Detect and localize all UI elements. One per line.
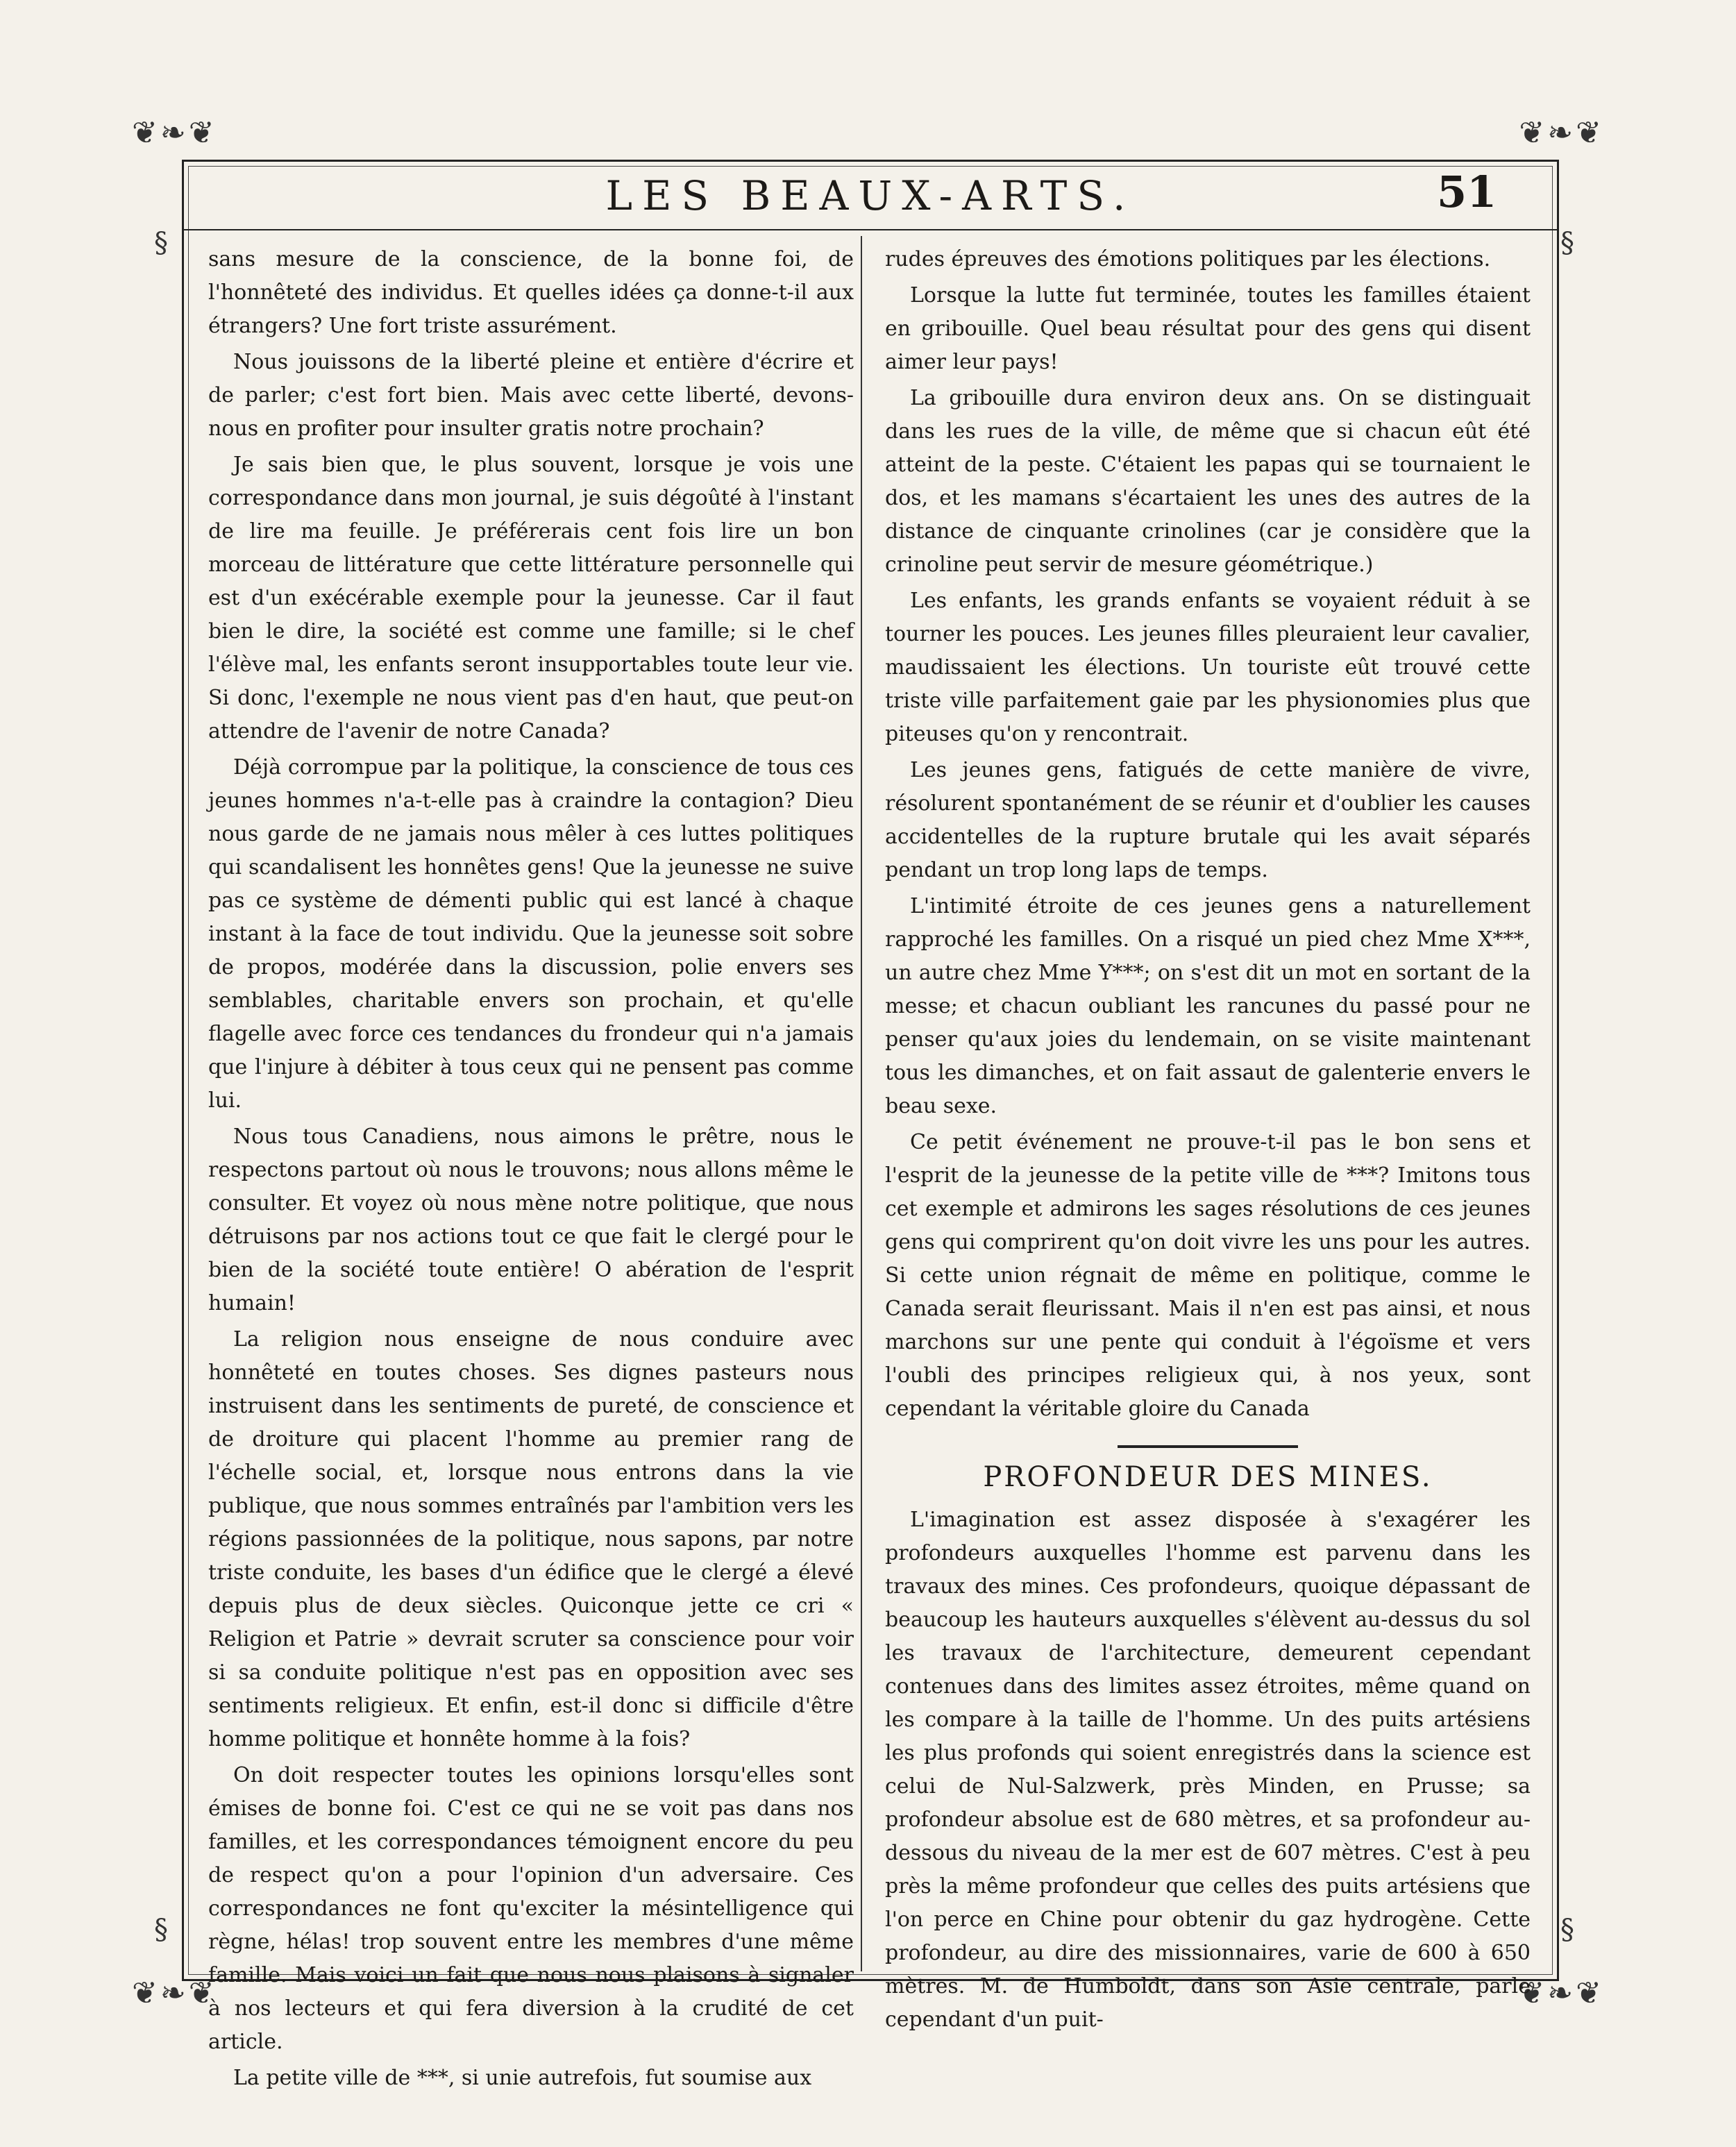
- paragraph: Ce petit événement ne prouve-t-il pas le bon sens et l'esprit de la jeunesse de la petite ville de ***? Imitons tous cet exemple et admirons les sages résolutions de ces jeunes gens qui comprirent qu'on doit vivre les uns pour les autres. Si cette union régnait de même en politique, comme le Canada serait fleurissant. Mais il n'en est pas ainsi, et nous marchons sur une pente qui conduit à l'égoïsme et vers l'oubli des principes religieux qui, à nos yeux, sont cependant la véritable gloire du Canada: [885, 1130, 1531, 1421]
- section-separator: [1118, 1445, 1298, 1448]
- paragraph: La gribouille dura environ deux ans. On se distinguait dans les rues de la ville, de même que si chacun eût été atteint de la peste. C'étaient les papas qui se tournaient le dos, et les mamans s'écartaient les unes des autres de la distance de cinquante crinolines (car je considère que la crinoline peut servir de mesure géométrique.): [885, 386, 1531, 577]
- side-ornament-left-bottom: §: [154, 1914, 168, 1946]
- section-title: PROFONDEUR DES MINES.: [983, 1461, 1433, 1493]
- paragraph: Nous tous Canadiens, nous aimons le prêtre, nous le respectons partout où nous le trouvons; nous allons même le consulter. Et voyez où nous mène notre politique, que nous détruisons par nos actions tout ce que fait le clergé pour le bien de la société toute entière! O abération de l'esprit humain!: [208, 1125, 854, 1315]
- paragraph: rudes épreuves des émotions politiques par les élections.: [885, 247, 1491, 271]
- paragraph: La petite ville de ***, si unie autrefois, fut soumise aux: [233, 2066, 812, 2090]
- paragraph: On doit respecter toutes les opinions lorsqu'elles sont émises de bonne foi. C'est ce qui ne se voit pas dans nos familles, et les correspondances témoignent encore du peu de respect qu'on a pour l'opinion d'un adversaire. Ces correspondances ne font qu'exciter la mésintelligence qui règne, hélas! trop souvent entre les membres d'une même famille. Mais voici un fait que nous nous plaisons à signaler à nos lecteurs et qui fera diversion à la crudité de cet article.: [208, 1763, 854, 2054]
- paragraph: L'intimité étroite de ces jeunes gens a naturellement rapproché les familles. On a risqué un pied chez Mme X***, un autre chez Mme Y***; on s'est dit un mot en sortant de la messe; et chacun oubliant les rancunes du passé pour ne penser qu'aux joies du lendemain, on se visite maintenant tous les dimanches, et on fait assaut de galenterie envers le beau sexe.: [885, 894, 1531, 1118]
- page-number: 51: [1437, 167, 1497, 217]
- paragraph: La religion nous enseigne de nous conduire avec honnêteté en toutes choses. Ses dignes pasteurs nous instruisent dans les sentiments de pureté, de conscience et de droiture qui placent l'homme au premier rang de l'échelle social, et, lorsque nous entrons dans la vie publique, que nous sommes entraînés par l'ambition vers les régions passionnées de la politique, nous sapons, par notre triste conduite, les bases d'un édifice que le clergé a élevé depuis plus de deux siècles. Quiconque jette ce cri « Religion et Patrie » devrait scruter sa conscience pour voir si sa conduite politique n'est pas en opposition avec ses sentiments religieux. Et enfin, est-il donc si difficile d'être homme politique et honnête homme à la fois?: [208, 1327, 854, 1751]
- right-column: [885, 243, 1531, 2039]
- side-ornament-right-top: §: [1560, 227, 1574, 259]
- corner-ornament-top-left: ❦❧❦: [132, 115, 217, 151]
- paragraph: Lorsque la lutte fut terminée, toutes les familles étaient en gribouille. Quel beau résultat pour des gens qui disent aimer leur pays!: [885, 283, 1531, 374]
- paragraph: Déjà corrompue par la politique, la conscience de tous ces jeunes hommes n'a-t-elle pas à craindre la contagion? Dieu nous garde de ne jamais nous mêler à ces luttes politiques qui scandalisent les honnêtes gens! Que la jeunesse ne suive pas ce système de démenti public qui est lancé à chaque instant à la face de tout individu. Que la jeunesse soit sobre de propos, modérée dans la discussion, polie envers ses semblables, charitable envers son prochain, et qu'elle flagelle avec force ces tendances du frondeur qui n'a jamais que l'injure à débiter à tous ceux qui ne pensent pas comme lui.: [208, 755, 854, 1113]
- paragraph: Les jeunes gens, fatigués de cette manière de vivre, résolurent spontanément de se réunir et d'oublier les causes accidentelles de la rupture brutale qui les avait séparés pendant un trop long laps de temps.: [885, 758, 1531, 882]
- paragraph: sans mesure de la conscience, de la bonne foi, de l'honnêteté des individus. Et quelles idées ça donne-t-il aux étrangers? Une fort triste assurément.: [208, 247, 854, 338]
- paragraph: Les enfants, les grands enfants se voyaient réduit à se tourner les pouces. Les jeunes filles pleuraient leur cavalier, maudissaient les élections. Un touriste eût trouvé cette triste ville parfaitement gaie par les physionomies plus que piteuses qu'on y rencontrait.: [885, 589, 1531, 746]
- header-rule: [184, 229, 1557, 230]
- left-column: [208, 243, 854, 2098]
- column-divider: [861, 236, 862, 1971]
- paragraph: Nous jouissons de la liberté pleine et entière d'écrire et de parler; c'est fort bien. Mais avec cette liberté, devons-nous en profiter pour insulter gratis notre prochain?: [208, 350, 854, 441]
- side-ornament-left-top: §: [154, 227, 168, 259]
- paragraph: Je sais bien que, le plus souvent, lorsque je vois une correspondance dans mon journal, je suis dégoûté à l'instant de lire ma feuille. Je préférerais cent fois lire un bon morceau de littérature que cette littérature personnelle qui est d'un exécérable exemple pour la jeunesse. Car il faut bien le dire, la société est comme une famille; si le chef l'élève mal, les enfants seront insupportables toute leur vie. Si donc, l'exemple ne nous vient pas d'en haut, que peut-on attendre de l'avenir de notre Canada?: [208, 453, 854, 743]
- corner-ornament-top-right: ❦❧❦: [1519, 115, 1604, 151]
- page-title: LES BEAUX-ARTS.: [605, 172, 1136, 219]
- paragraph: L'imagination est assez disposée à s'exagérer les profondeurs auxquelles l'homme est parvenu dans les travaux des mines. Ces profondeurs, quoique dépassant de beaucoup les hauteurs auxquelles s'élèvent au-dessus du sol les travaux de l'architecture, demeurent cependant contenues dans des limites assez étroites, même quand on les compare à la taille de l'homme. Un des puits artésiens les plus profonds qui soient enregistrés dans la science est celui de Nul-Salzwerk, près Minden, en Prusse; sa profondeur absolue est de 680 mètres, et sa profondeur au-dessous du niveau de la mer est de 607 mètres. C'est à peu près la même profondeur que celles des puits artésiens que l'on perce en Chine pour obtenir du gaz hydrogène. Cette profondeur, au dire des missionnaires, varie de 600 à 650 mètres. M. de Humboldt, dans son Asie centrale, parle cependant d'un puit-: [885, 1508, 1531, 2032]
- corner-ornament-bottom-left: ❦❧❦: [132, 1976, 217, 2011]
- side-ornament-right-bottom: §: [1560, 1914, 1574, 1946]
- corner-ornament-bottom-right: ❦❧❦: [1519, 1976, 1604, 2011]
